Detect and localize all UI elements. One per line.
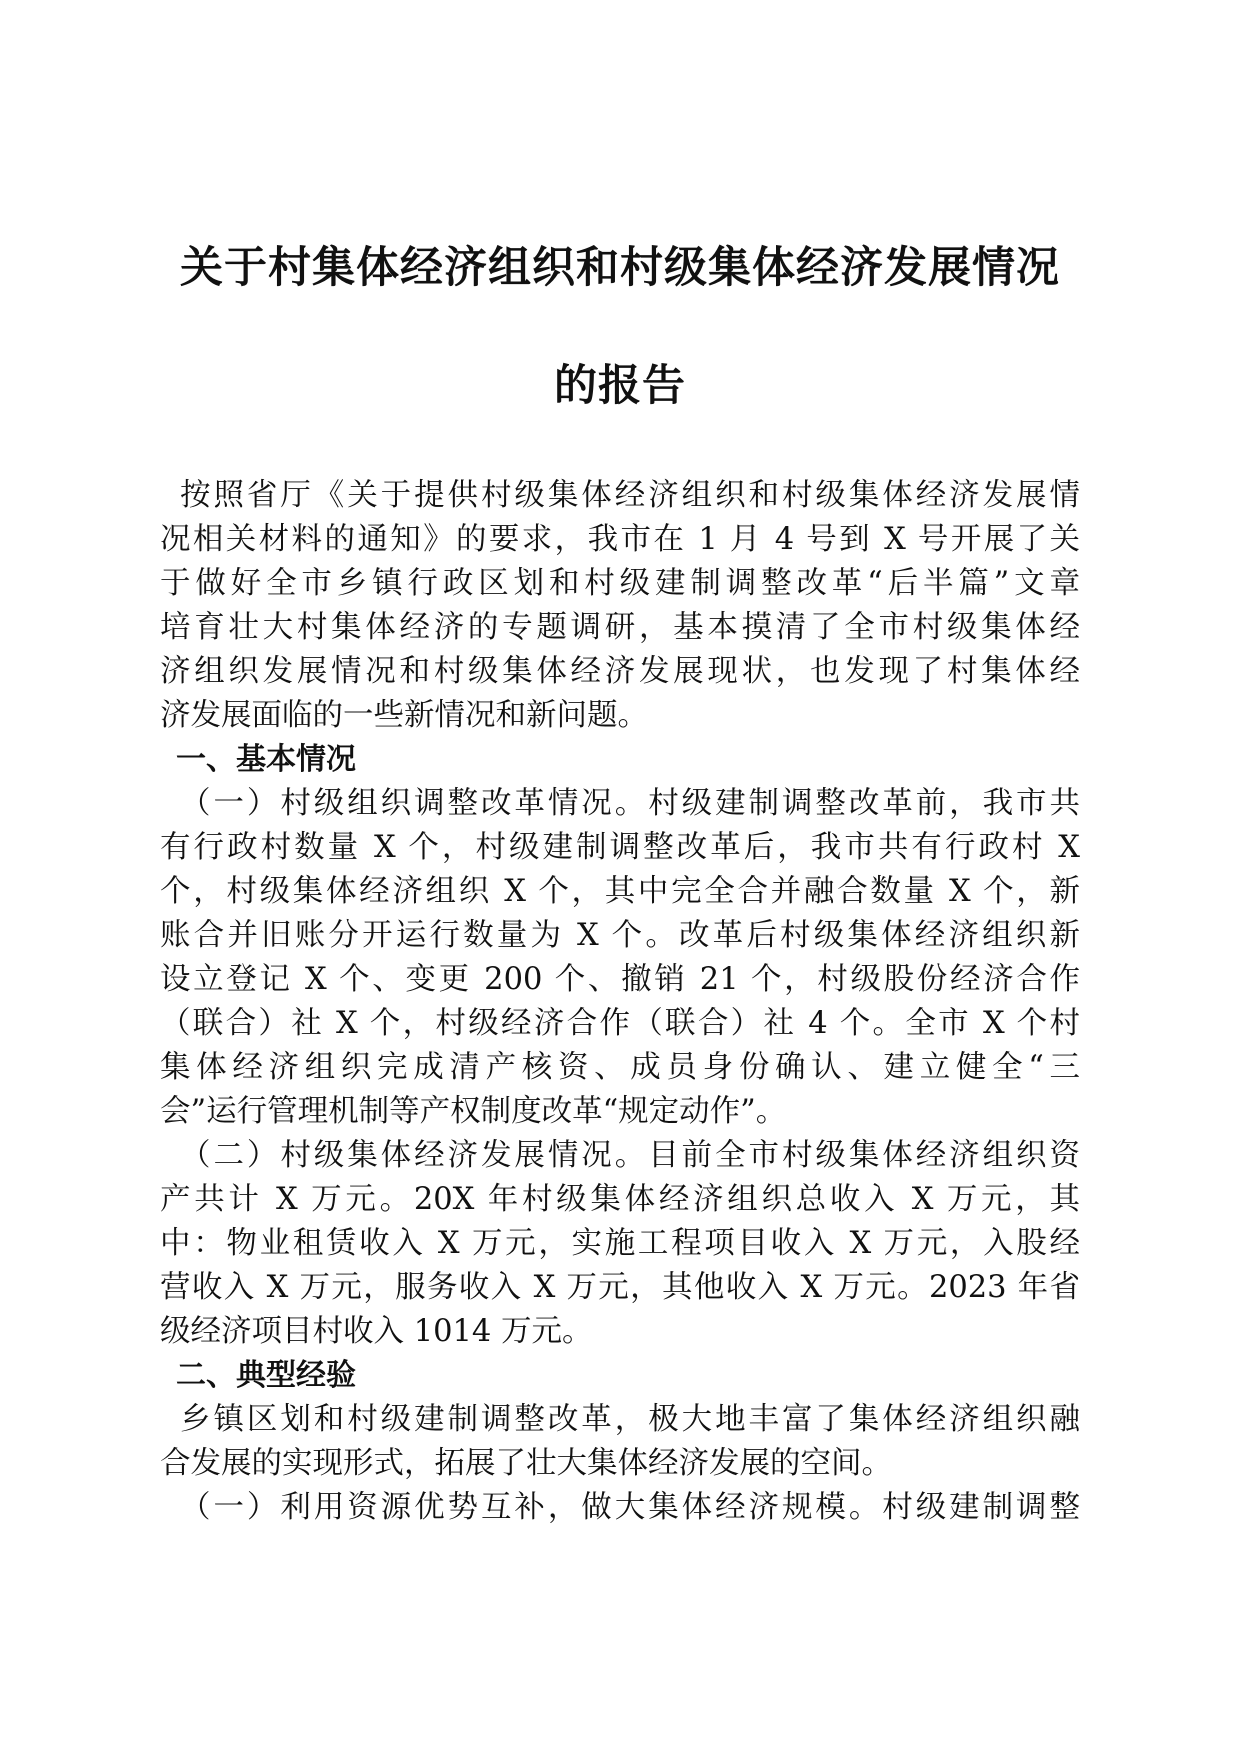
paragraph-line: 设立登记 X 个、变更 200 个、撤销 21 个，村级股份经济合作	[160, 962, 1080, 997]
section-heading: 一、基本情况	[176, 742, 356, 777]
paragraph-line: 培育壮大村集体经济的专题调研，基本摸清了全市村级集体经	[160, 610, 1080, 645]
paragraph-line: 济发展面临的一些新情况和新问题。	[160, 698, 648, 733]
paragraph-line: 集体经济组织完成清产核资、成员身份确认、建立健全“三	[160, 1050, 1080, 1085]
paragraph-line: 个，村级集体经济组织 X 个，其中完全合并融合数量 X 个，新	[160, 874, 1080, 909]
paragraph-line: 有行政村数量 X 个，村级建制调整改革后，我市共有行政村 X	[160, 830, 1080, 865]
paragraph-line: 合发展的实现形式，拓展了壮大集体经济发展的空间。	[160, 1446, 892, 1481]
paragraph-line: 于做好全市乡镇行政区划和村级建制调整改革“后半篇”文章	[160, 566, 1080, 601]
document-title-line-1: 关于村集体经济组织和村级集体经济发展情况	[180, 243, 1060, 293]
paragraph-line: （联合）社 X 个，村级经济合作（联合）社 4 个。全市 X 个村	[160, 1006, 1080, 1041]
paragraph-line: 乡镇区划和村级建制调整改革，极大地丰富了集体经济组织融	[180, 1402, 1080, 1437]
paragraph-line: 营收入 X 万元，服务收入 X 万元，其他收入 X 万元。2023 年省	[160, 1270, 1080, 1305]
section-heading: 二、典型经验	[176, 1358, 356, 1393]
paragraph-line: 济组织发展情况和村级集体经济发展现状，也发现了村集体经	[160, 654, 1080, 689]
paragraph-line: 况相关材料的通知》的要求，我市在 1 月 4 号到 X 号开展了关	[160, 522, 1080, 557]
paragraph-line: 会”运行管理机制等产权制度改革“规定动作”。	[160, 1094, 787, 1129]
paragraph-line: （一）利用资源优势互补，做大集体经济规模。村级建制调整	[180, 1490, 1080, 1525]
paragraph-line: 级经济项目村收入 1014 万元。	[160, 1314, 593, 1349]
paragraph-line: 按照省厅《关于提供村级集体经济组织和村级集体经济发展情	[180, 478, 1080, 513]
paragraph-line: 中：物业租赁收入 X 万元，实施工程项目收入 X 万元，入股经	[160, 1226, 1080, 1261]
paragraph-line: 产共计 X 万元。20X 年村级集体经济组织总收入 X 万元，其	[160, 1182, 1080, 1217]
document-title-line-2: 的报告	[554, 361, 686, 411]
paragraph-line: 账合并旧账分开运行数量为 X 个。改革后村级集体经济组织新	[160, 918, 1080, 953]
paragraph-line: （二）村级集体经济发展情况。目前全市村级集体经济组织资	[180, 1138, 1080, 1173]
document-body	[160, 474, 1080, 1530]
paragraph-line: （一）村级组织调整改革情况。村级建制调整改革前，我市共	[180, 786, 1080, 821]
